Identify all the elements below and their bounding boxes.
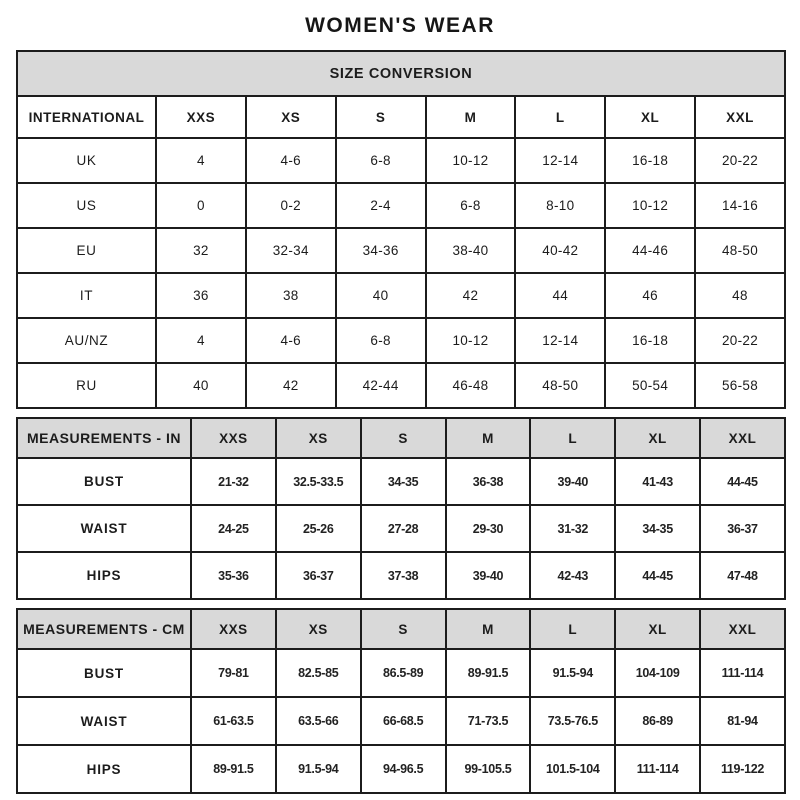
row-label: AU/NZ (17, 318, 156, 363)
value-cell: 46-48 (426, 363, 516, 408)
size-header-row (17, 418, 785, 458)
value-cell: 66-68.5 (361, 697, 446, 745)
size-header-xl: XL (605, 96, 695, 138)
value-cell: 36-38 (446, 458, 531, 505)
value-cell: 39-40 (446, 552, 531, 599)
size-header-xs: XS (276, 609, 361, 649)
table-row (17, 505, 785, 552)
size-header-xxs: XXS (191, 418, 276, 458)
value-cell: 36 (156, 273, 246, 318)
size-header-xl: XL (615, 418, 700, 458)
table-title: SIZE CONVERSION (17, 51, 785, 96)
value-cell: 71-73.5 (446, 697, 531, 745)
size-header-xl: XL (615, 609, 700, 649)
size-header-s: S (336, 96, 426, 138)
table-row (17, 649, 785, 697)
value-cell: 36-37 (276, 552, 361, 599)
value-cell: 4 (156, 138, 246, 183)
value-cell: 86.5-89 (361, 649, 446, 697)
row-label: US (17, 183, 156, 228)
value-cell: 34-36 (336, 228, 426, 273)
table-title-row (17, 51, 785, 96)
table-row (17, 697, 785, 745)
value-cell: 94-96.5 (361, 745, 446, 793)
row-label: IT (17, 273, 156, 318)
value-cell: 24-25 (191, 505, 276, 552)
value-cell: 81-94 (700, 697, 785, 745)
value-cell: 44-46 (605, 228, 695, 273)
value-cell: 42 (426, 273, 516, 318)
row-label: WAIST (17, 697, 191, 745)
value-cell: 61-63.5 (191, 697, 276, 745)
value-cell: 48 (695, 273, 785, 318)
value-cell: 4-6 (246, 138, 336, 183)
value-cell: 21-32 (191, 458, 276, 505)
table-row (17, 318, 785, 363)
value-cell: 111-114 (615, 745, 700, 793)
value-cell: 48-50 (695, 228, 785, 273)
table-row (17, 458, 785, 505)
table-row (17, 745, 785, 793)
size-header-m: M (446, 418, 531, 458)
value-cell: 20-22 (695, 138, 785, 183)
value-cell: 32.5-33.5 (276, 458, 361, 505)
value-cell: 38 (246, 273, 336, 318)
size-header-xxs: XXS (191, 609, 276, 649)
size-header-xxl: XXL (700, 609, 785, 649)
value-cell: 42-44 (336, 363, 426, 408)
value-cell: 82.5-85 (276, 649, 361, 697)
size-header-l: L (530, 609, 615, 649)
value-cell: 10-12 (426, 138, 516, 183)
value-cell: 38-40 (426, 228, 516, 273)
value-cell: 101.5-104 (530, 745, 615, 793)
size-header-row (17, 609, 785, 649)
size-conversion-table (16, 50, 786, 409)
row-label: UK (17, 138, 156, 183)
value-cell: 41-43 (615, 458, 700, 505)
table-row (17, 138, 785, 183)
measurements-in-table (16, 417, 786, 600)
value-cell: 91.5-94 (530, 649, 615, 697)
value-cell: 44 (515, 273, 605, 318)
value-cell: 56-58 (695, 363, 785, 408)
value-cell: 40 (336, 273, 426, 318)
value-cell: 79-81 (191, 649, 276, 697)
row-label: HIPS (17, 745, 191, 793)
value-cell: 12-14 (515, 318, 605, 363)
page-title: WOMEN'S WEAR (305, 14, 495, 37)
value-cell: 10-12 (605, 183, 695, 228)
value-cell: 10-12 (426, 318, 516, 363)
value-cell: 37-38 (361, 552, 446, 599)
value-cell: 29-30 (446, 505, 531, 552)
table-row (17, 228, 785, 273)
value-cell: 99-105.5 (446, 745, 531, 793)
table-row (17, 363, 785, 408)
value-cell: 46 (605, 273, 695, 318)
value-cell: 89-91.5 (191, 745, 276, 793)
value-cell: 40 (156, 363, 246, 408)
size-header-row (17, 96, 785, 138)
size-header-m: M (446, 609, 531, 649)
value-cell: 32 (156, 228, 246, 273)
table-row (17, 273, 785, 318)
value-cell: 48-50 (515, 363, 605, 408)
size-header-s: S (361, 418, 446, 458)
value-cell: 16-18 (605, 138, 695, 183)
value-cell: 111-114 (700, 649, 785, 697)
size-header-m: M (426, 96, 516, 138)
value-cell: 20-22 (695, 318, 785, 363)
size-header-l: L (530, 418, 615, 458)
table-row (17, 552, 785, 599)
value-cell: 44-45 (700, 458, 785, 505)
size-header-xs: XS (246, 96, 336, 138)
size-header-xxs: XXS (156, 96, 246, 138)
value-cell: 16-18 (605, 318, 695, 363)
value-cell: 6-8 (336, 138, 426, 183)
row-label: EU (17, 228, 156, 273)
value-cell: 2-4 (336, 183, 426, 228)
size-header-l: L (515, 96, 605, 138)
value-cell: 0-2 (246, 183, 336, 228)
value-cell: 14-16 (695, 183, 785, 228)
value-cell: 104-109 (615, 649, 700, 697)
value-cell: 27-28 (361, 505, 446, 552)
value-cell: 31-32 (530, 505, 615, 552)
value-cell: 119-122 (700, 745, 785, 793)
value-cell: 40-42 (515, 228, 605, 273)
value-cell: 8-10 (515, 183, 605, 228)
value-cell: 6-8 (426, 183, 516, 228)
row-label: WAIST (17, 505, 191, 552)
size-column-title: INTERNATIONAL (17, 96, 156, 138)
value-cell: 86-89 (615, 697, 700, 745)
row-label: BUST (17, 458, 191, 505)
row-label: BUST (17, 649, 191, 697)
value-cell: 36-37 (700, 505, 785, 552)
value-cell: 42 (246, 363, 336, 408)
row-label: RU (17, 363, 156, 408)
size-column-title: MEASUREMENTS - IN (17, 418, 191, 458)
size-header-xs: XS (276, 418, 361, 458)
value-cell: 39-40 (530, 458, 615, 505)
table-row (17, 183, 785, 228)
value-cell: 34-35 (615, 505, 700, 552)
value-cell: 32-34 (246, 228, 336, 273)
value-cell: 47-48 (700, 552, 785, 599)
value-cell: 50-54 (605, 363, 695, 408)
value-cell: 6-8 (336, 318, 426, 363)
size-header-xxl: XXL (700, 418, 785, 458)
value-cell: 91.5-94 (276, 745, 361, 793)
value-cell: 25-26 (276, 505, 361, 552)
value-cell: 89-91.5 (446, 649, 531, 697)
value-cell: 35-36 (191, 552, 276, 599)
value-cell: 0 (156, 183, 246, 228)
value-cell: 44-45 (615, 552, 700, 599)
value-cell: 12-14 (515, 138, 605, 183)
measurements-cm-table (16, 608, 786, 794)
value-cell: 4-6 (246, 318, 336, 363)
value-cell: 4 (156, 318, 246, 363)
value-cell: 73.5-76.5 (530, 697, 615, 745)
value-cell: 34-35 (361, 458, 446, 505)
size-header-s: S (361, 609, 446, 649)
row-label: HIPS (17, 552, 191, 599)
value-cell: 63.5-66 (276, 697, 361, 745)
size-header-xxl: XXL (695, 96, 785, 138)
value-cell: 42-43 (530, 552, 615, 599)
size-column-title: MEASUREMENTS - CM (17, 609, 191, 649)
